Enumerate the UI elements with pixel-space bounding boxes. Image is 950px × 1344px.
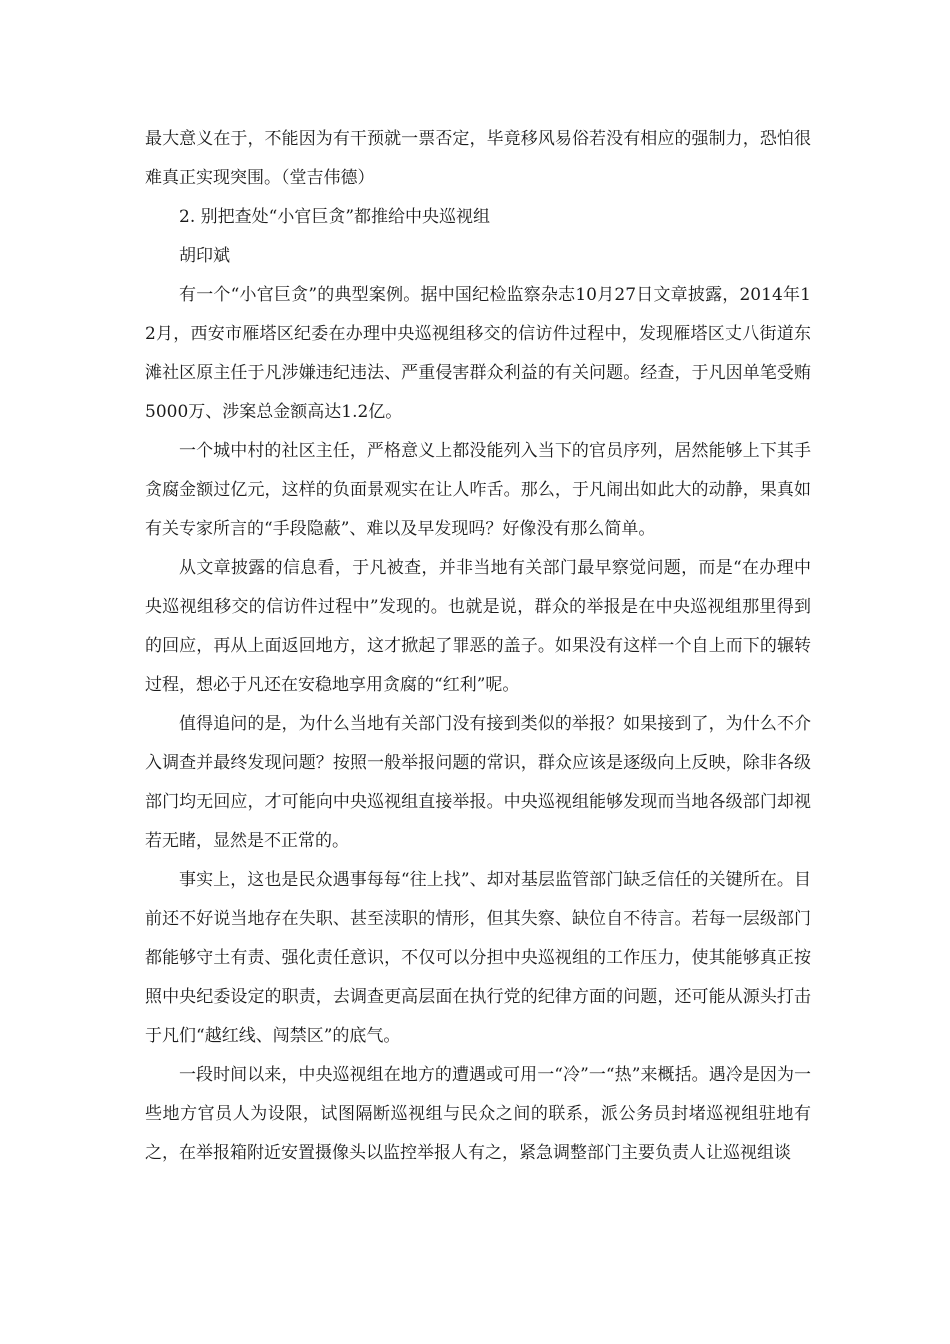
document-body — [145, 120, 811, 1173]
paragraph-community-director: 一个城中村的社区主任，严格意义上都没能列入当下的官员序列，居然能够上下其手贪腐金额过亿元，这样的负面景观实在让人咋舌。那么，于凡闹出如此大的动静，果真如有关专家所言的“手段隐蔽”、难以及早发现吗？好像没有那么简单。 — [145, 441, 811, 539]
paragraph-cold-hot: 一段时间以来，中央巡视组在地方的遭遇或可用一“冷”一“热”来概括。遇冷是因为一些地方官员人为设限，试图隔断巡视组与民众之间的联系，派公务员封堵巡视组驻地有之，在举报箱附近安置摄像头以监控举报人有之，紧急调整部门主要负责人让巡视组谈 — [145, 1065, 811, 1163]
paragraph-question: 值得追问的是，为什么当地有关部门没有接到类似的举报？如果接到了，为什么不介入调查并最终发现问题？按照一般举报问题的常识，群众应该是逐级向上反映，除非各级部门均无回应，才可能向中央巡视组直接举报。中央巡视组能够发现而当地各级部门却视若无睹，显然是不正常的。 — [145, 714, 811, 851]
author-name: 胡印斌 — [179, 246, 230, 266]
section-title: 2. 别把查处“小官巨贪”都推给中央巡视组 — [179, 207, 491, 227]
paragraph-trust: 事实上，这也是民众遇事每每“往上找”、却对基层监管部门缺乏信任的关键所在。目前还不好说当地存在失职、甚至渎职的情形，但其失察、缺位自不待言。若每一层级部门都能够守土有责、强化责任意识，不仅可以分担中央巡视组的工作压力，使其能够真正按照中央纪委设定的职责，去调查更高层面在执行党的纪律方面的问题，还可能从源头打击于凡们“越红线、闯禁区”的底气。 — [145, 870, 811, 1046]
paragraph-case: 有一个“小官巨贪”的典型案例。据中国纪检监察杂志10月27日文章披露，2014年12月，西安市雁塔区纪委在办理中央巡视组移交的信访件过程中，发现雁塔区丈八街道东滩社区原主任于凡涉嫌违纪违法、严重侵害群众利益的有关问题。经查，于凡因单笔受贿5000万、涉案总金额高达1.2亿。 — [145, 285, 811, 422]
intro-paragraph: 最大意义在于，不能因为有干预就一票否定，毕竟移风易俗若没有相应的强制力，恐怕很难真正实现突围。（堂吉伟德） — [145, 129, 811, 188]
paragraph-disclosure: 从文章披露的信息看，于凡被查，并非当地有关部门最早察觉问题，而是“在办理中央巡视组移交的信访件过程中”发现的。也就是说，群众的举报是在中央巡视组那里得到的回应，再从上面返回地方，这才掀起了罪恶的盖子。如果没有这样一个自上而下的辗转过程，想必于凡还在安稳地享用贪腐的“红利”呢。 — [145, 558, 811, 695]
